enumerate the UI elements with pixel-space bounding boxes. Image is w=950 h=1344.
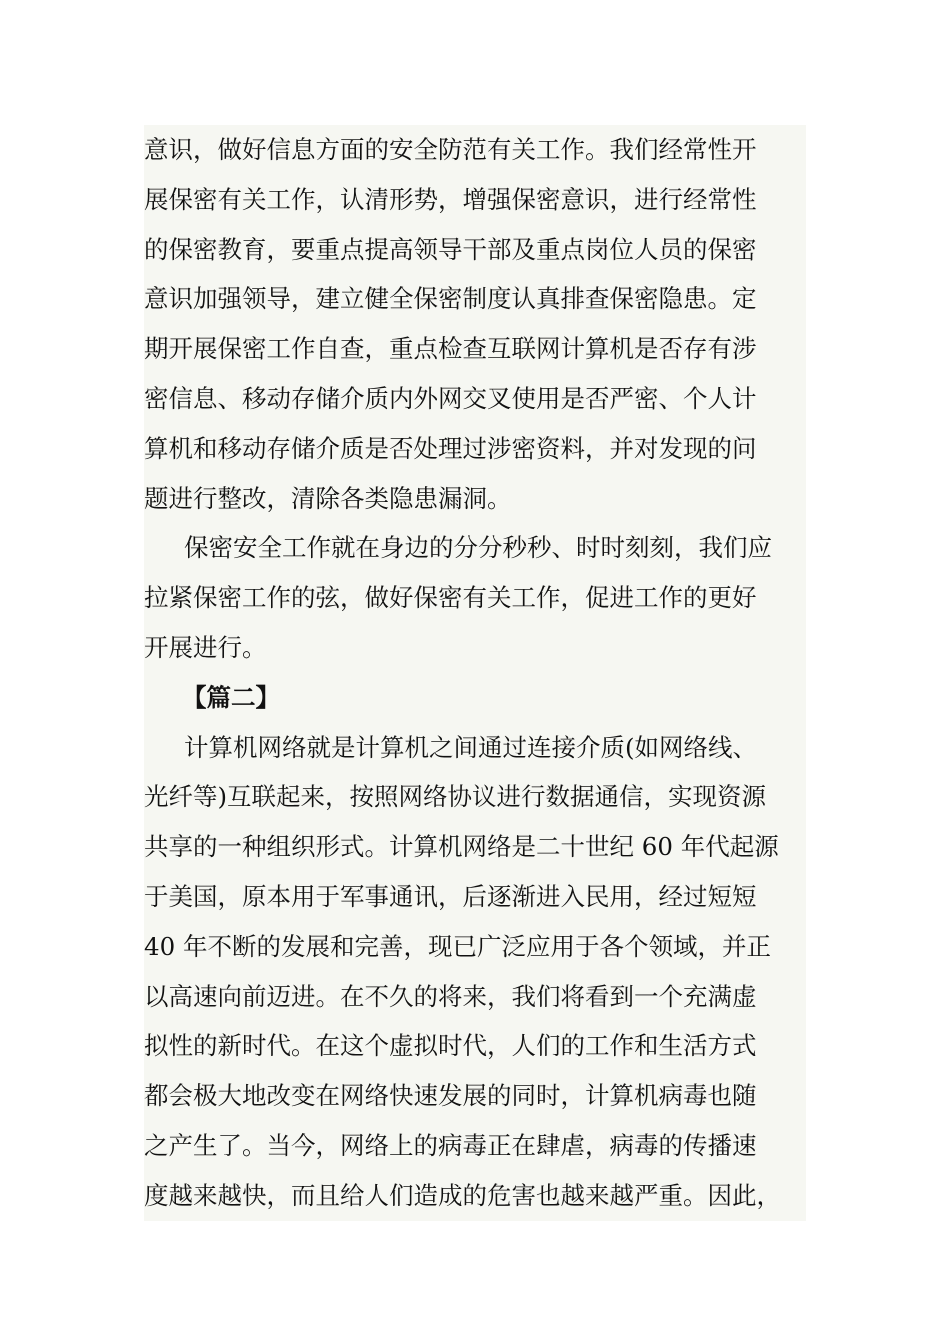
- text-block: [144, 125, 806, 1221]
- text-line: 拟性的新时代。在这个虚拟时代，人们的工作和生活方式: [144, 1031, 757, 1061]
- text-line: 的保密教育，要重点提高领导干部及重点岗位人员的保密: [144, 234, 757, 264]
- text-line: 开展进行。: [144, 632, 267, 662]
- text-line: 期开展保密工作自查，重点检查互联网计算机是否存有涉: [144, 334, 757, 364]
- paragraph-network-intro: [144, 723, 806, 1221]
- text-line: 算机和移动存储介质是否处理过涉密资料，并对发现的问: [144, 433, 757, 463]
- text-line: 计算机网络就是计算机之间通过连接介质(如网络线、: [184, 732, 758, 762]
- text-line: 保密安全工作就在身边的分分秒秒、时时刻刻，我们应: [184, 533, 772, 563]
- paragraph-conclusion: [144, 523, 806, 672]
- text-line: 题进行整改，清除各类隐患漏洞。: [144, 483, 512, 513]
- text-line: 展保密有关工作，认清形势，增强保密意识，进行经常性: [144, 184, 757, 214]
- text-line: 密信息、移动存储介质内外网交叉使用是否严密、个人计: [144, 383, 757, 413]
- section-heading: [144, 673, 806, 723]
- text-line: 之产生了。当今，网络上的病毒正在肆虐，病毒的传播速: [144, 1130, 757, 1160]
- text-line: 意识加强领导，建立健全保密制度认真排查保密隐患。定: [144, 284, 757, 314]
- text-line: 于美国，原本用于军事通讯，后逐渐进入民用，经过短短: [144, 881, 757, 911]
- section-heading-text: 【篇二】: [182, 682, 280, 712]
- text-line: 以高速向前迈进。在不久的将来，我们将看到一个充满虚: [144, 981, 757, 1011]
- paragraph-continued: [144, 125, 806, 523]
- text-line: 意识，做好信息方面的安全防范有关工作。我们经常性开: [144, 135, 757, 164]
- text-line: 度越来越快，而且给人们造成的危害也越来越严重。因此，: [144, 1180, 781, 1210]
- text-line: 拉紧保密工作的弦，做好保密有关工作，促进工作的更好: [144, 583, 757, 613]
- text-line: 都会极大地改变在网络快速发展的同时，计算机病毒也随: [144, 1081, 757, 1111]
- text-line: 光纤等)互联起来，按照网络协议进行数据通信，实现资源: [144, 782, 767, 812]
- text-line: 40 年不断的发展和完善，现已广泛应用于各个领域，并正: [144, 931, 771, 961]
- text-line: 共享的一种组织形式。计算机网络是二十世纪 60 年代起源: [144, 832, 779, 862]
